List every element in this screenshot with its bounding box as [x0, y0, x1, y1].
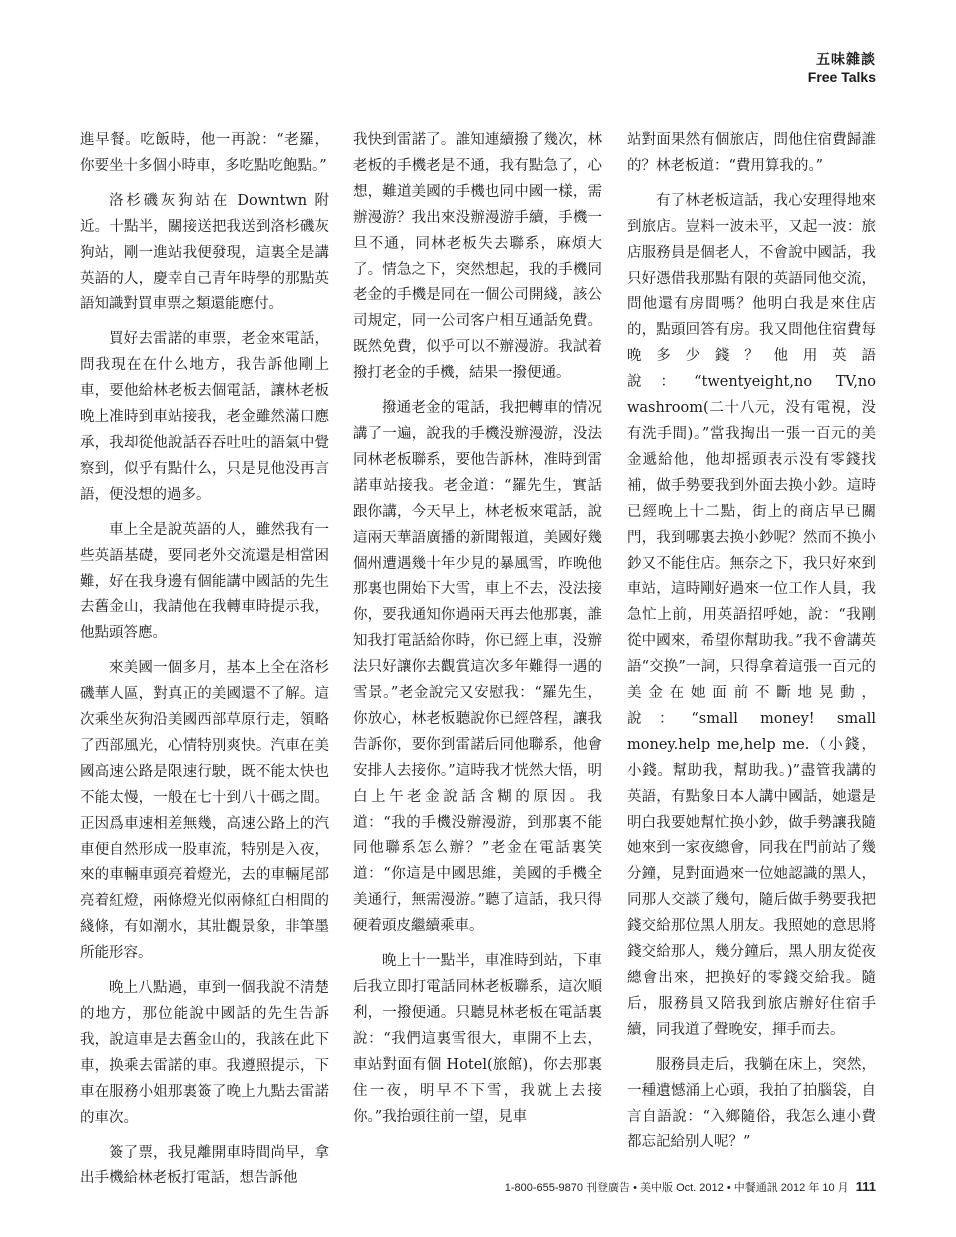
- article-paragraph: 晚上十一點半，車准時到站，下車后我立即打電話同林老板聯系，這次順利，一撥便通。只聽見林老板在電話裏說：“我們這裏雪很大，車開不上去，車站對面有個 Hotel(旅館)，你去那裏住一夜，明早不下雪，我就上去接你。”我抬頭往前一望，見車: [353, 953, 602, 1125]
- footer-text: 1-800-655-9870 刊登廣告 • 美中版 Oct. 2012 • 中餐通訊 2012 年 10 月: [504, 1182, 849, 1194]
- article-paragraph: 來美國一個多月，基本上全在洛杉磯華人區，對真正的美國還不了解。這次乘坐灰狗沿美國西部草原行走，領略了西部風光，心情特別爽快。汽車在美國高速公路是限速行駛，既不能太快也不能太慢，一般在七十到八十碼之間。正因爲車速相差無幾，高速公路上的汽車便自然形成一股車流，特别是入夜，來的車輛車頭亮着燈光，去的車輛尾部亮着紅燈，兩條燈光似兩條紅白相間的綫條，有如潮水，其壯觀景象，非筆墨所能形容。: [80, 660, 329, 962]
- article-paragraph: 服務員走后，我躺在床上，突然，一種遺憾涌上心頭，我拍了拍腦袋，自言自語說：“入鄉隨俗，我怎么連小費都忘記給别人呢？”: [627, 1056, 876, 1151]
- article-paragraph: 有了林老板這話，我心安理得地來到旅店。豈料一波未平，又起一波：旅店服務員是個老人，不會說中國話，我只好憑借我那點有限的英語同他交流，問他還有房間嗎？他明白我是來住店的，點頭回答有房。我又問他住宿費每晚多少錢？他用英語說：“twentyeight,no TV,no washroom(二十八元，没有電視，没有洗手間)。”當我掏出一張一百元的美金遞給他，他却摇頭表示没有零錢找補，做手勢要我到外面去换小鈔。這時已經晚上十二點，街上的商店早已關門，我到哪裏去换小鈔呢？然而不换小鈔又不能住店。無奈之下，我只好來到車站，這時剛好過來一位工作人員，我急忙上前，用英語招呼她，說：“我剛從中國來，希望你幫助我。”我不會講英語“交换”一詞，只得拿着這張一百元的美金在她面前不斷地晃動，說：“small money! small money.help me,help me.（小錢，小錢。幫助我，幫助我。)”盡管我講的英語，有點象日本人講中國話，她還是明白我要她幫忙换小鈔，做手勢讓我隨她來到一家夜總會，同我在門前站了幾分鐘，見對面過來一位她認識的黑人，同那人交談了幾句，隨后做手勢要我把錢交給那位黑人朋友。我照她的意思將錢交給那人，幾分鐘后，黑人朋友從夜總會出來，把换好的零錢交給我。隨后，服務員又陪我到旅店辦好住宿手續，同我道了聲晚安，揮手而去。: [627, 192, 876, 1038]
- page-number: 111: [855, 1179, 876, 1194]
- section-title-chinese: 五味雜談: [816, 51, 876, 67]
- text-column-1: [80, 128, 329, 1201]
- article-paragraph: 進早餐。吃飯時，他一再說：“老羅，你要坐十多個小時車，多吃點吃飽點。”: [80, 132, 329, 174]
- text-column-2: [353, 128, 602, 1139]
- article-paragraph: 撥通老金的電話，我把轉車的情况講了一遍，說我的手機没辦漫游，没法同林老板聯系，要他告訴林，准時到雷諾車站接我。老金道：“羅先生，實話跟你講，今天早上，林老板來電話，說這兩天華語廣播的新聞報道，美國好幾個州遭遇幾十年少見的暴風雪，昨晚他那裏也開始下大雪，車上不去，没法接你，要我通知你過兩天再去他那裏，誰知我打電話給你時，你已經上車，没辦法只好讓你去觀賞這次多年難得一遇的雪景。”老金說完又安慰我：“羅先生，你放心，林老板聽說你已經啓程，讓我告訴你，要你到雷諾后同他聯系，他會安排人去接你。”這時我才恍然大悟，明白上午老金說話含糊的原因。我道：“我的手機没辦漫游，到那裏不能同他聯系怎么辦？”老金在電話裏笑道：“你這是中國思維，美國的手機全美通行，無需漫游。”聽了這話，我只得硬着頭皮繼續乘車。: [353, 400, 602, 935]
- text-column-3: [627, 128, 876, 1165]
- section-header: [808, 50, 876, 86]
- article-paragraph: 站對面果然有個旅店，問他住宿費歸誰的？林老板道：“費用算我的。”: [627, 132, 876, 174]
- article-paragraph: 買好去雷諾的車票，老金來電話，問我現在在什么地方，我告訴他剛上車，要他給林老板去個電話，讓林老板晚上准時到車站接我，老金雖然滿口應承，我却從他說話吞吞吐吐的語氣中覺察到，似乎有點什么，只是見他没再言語，便没想的過多。: [80, 331, 329, 503]
- article-paragraph: 晚上八點過，車到一個我說不清楚的地方，那位能說中國話的先生告訴我，說這車是去舊金山的，我該在此下車，换乘去雷諾的車。我遵照提示，下車在服務小姐那裏簽了晚上九點去雷諾的車次。: [80, 980, 329, 1126]
- article-paragraph: 洛杉磯灰狗站在 Downtwn 附近。十點半，關接送把我送到洛杉磯灰狗站，剛一進站我便發現，這裏全是講英語的人，慶幸自己青年時學的那點英語知識對買車票之類還能應付。: [80, 192, 329, 313]
- section-title-english: Free Talks: [807, 69, 876, 85]
- article-paragraph: 我快到雷諾了。誰知連續撥了幾次，林老板的手機老是不通，我有點急了，心想，難道美國的手機也同中國一樣，需辦漫游？我出來没辦漫游手續，手機一旦不通，同林老板失去聯系，麻煩大了。情急之下，突然想起，我的手機同老金的手機是同在一個公司開綫，該公司規定，同一公司客户相互通話免費。既然免費，似乎可以不辦漫游。我試着撥打老金的手機，結果一撥便通。: [353, 132, 602, 382]
- article-paragraph: 簽了票，我見離開車時間尚早，拿出手機給林老板打電話，想告訴他: [80, 1144, 329, 1187]
- page-footer: [505, 1179, 876, 1195]
- article-paragraph: 車上全是說英語的人，雖然我有一些英語基礎，要同老外交流還是相當困難，好在我身邊有個能講中國話的先生去舊金山，我請他在我轉車時提示我，他點頭答應。: [80, 521, 329, 642]
